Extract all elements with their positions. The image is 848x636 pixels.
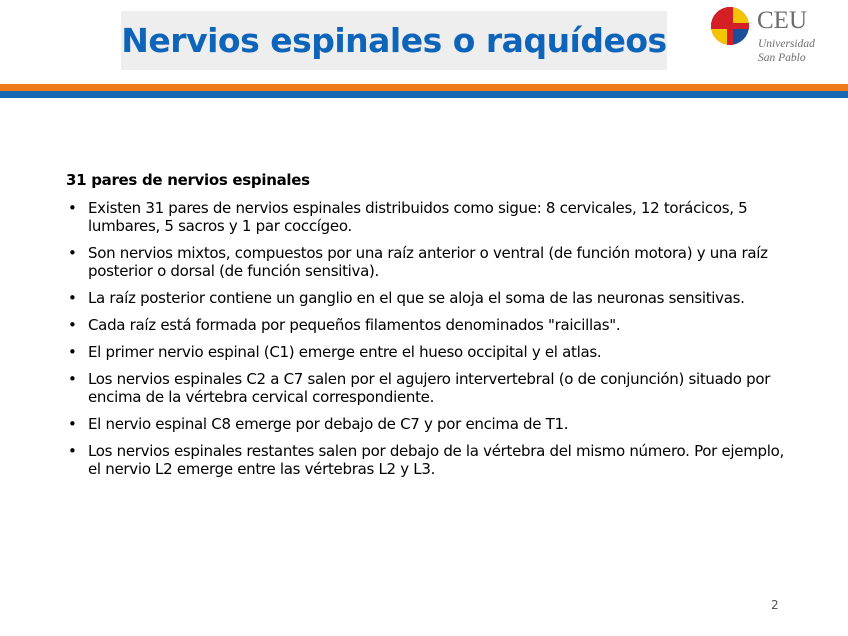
bullet-list [66, 199, 786, 478]
list-item [66, 199, 786, 235]
logo-san-pablo-text: San Pablo [758, 52, 806, 64]
header-band-orange [0, 84, 848, 91]
list-item [66, 442, 786, 478]
bullet-icon: • [68, 244, 77, 262]
list-item [66, 244, 786, 280]
bullet-text: Existen 31 pares de nervios espinales distribuidos como sigue: 8 cervicales, 12 torácicos, 5 lumbares, 5 sacros y 1 par coccígeo. [88, 199, 748, 235]
ceu-logo [706, 2, 834, 68]
list-item [66, 289, 786, 307]
bullet-icon: • [68, 343, 77, 361]
slide-content [66, 171, 786, 487]
bullet-text: El primer nervio espinal (C1) emerge entre el hueso occipital y el atlas. [88, 343, 602, 361]
bullet-icon: • [68, 415, 77, 433]
logo-ceu-text: CEU [757, 7, 807, 34]
bullet-text: Cada raíz está formada por pequeños filamentos denominados "raicillas". [88, 316, 621, 334]
list-item [66, 415, 786, 433]
logo-university-text: Universidad [758, 38, 815, 50]
page-number: 2 [771, 598, 779, 612]
bullet-text: Son nervios mixtos, compuestos por una raíz anterior o ventral (de función motora) y una raíz posterior o dorsal (de función sensitiva). [88, 244, 768, 280]
bullet-text: El nervio espinal C8 emerge por debajo de C7 y por encima de T1. [88, 415, 569, 433]
bullet-text: Los nervios espinales C2 a C7 salen por el agujero intervertebral (o de conjunción) situado por encima de la vértebra cervical correspondiente. [88, 370, 771, 406]
list-item [66, 370, 786, 406]
bullet-icon: • [68, 442, 77, 460]
bullet-icon: • [68, 289, 77, 307]
bullet-text: Los nervios espinales restantes salen por debajo de la vértebra del mismo número. Por ejemplo, el nervio L2 emerge entre las vértebras L2 y L3. [88, 442, 784, 478]
list-item [66, 316, 786, 334]
title-box [121, 11, 667, 70]
bullet-icon: • [68, 199, 77, 217]
subheading: 31 pares de nervios espinales [66, 171, 310, 189]
slide-title: Nervios espinales o raquídeos [121, 21, 667, 60]
header-band-blue [0, 91, 848, 98]
ceu-shield-icon [710, 6, 750, 46]
list-item [66, 343, 786, 361]
bullet-text: La raíz posterior contiene un ganglio en el que se aloja el soma de las neuronas sensitivas. [88, 289, 745, 307]
bullet-icon: • [68, 370, 77, 388]
bullet-icon: • [68, 316, 77, 334]
